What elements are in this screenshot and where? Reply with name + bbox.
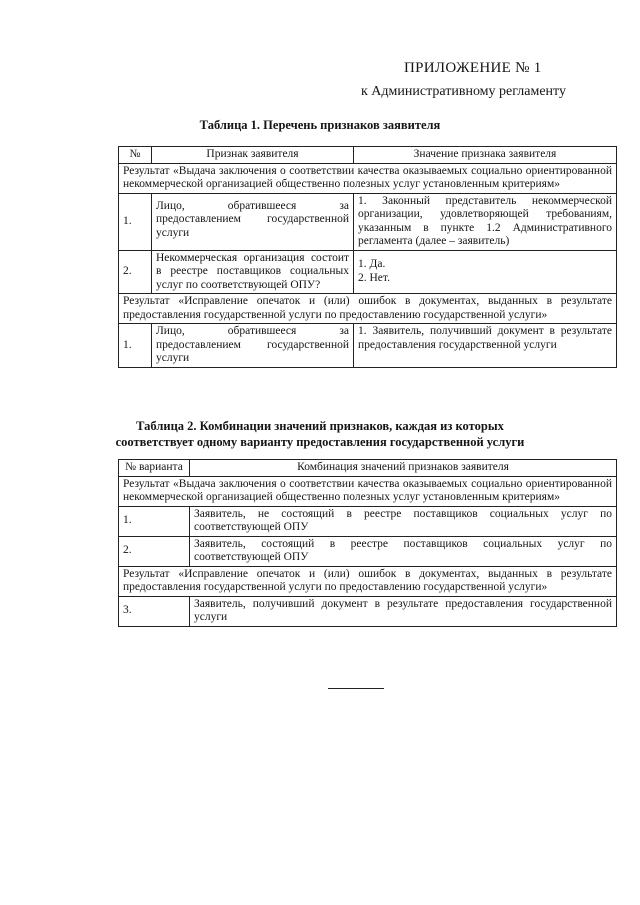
column-header-number: № xyxy=(119,147,152,164)
table-row xyxy=(119,506,617,536)
column-header-value: Значение признака заявителя xyxy=(354,147,617,164)
table-header-row xyxy=(119,460,617,477)
table-combinations xyxy=(118,459,617,627)
table-header-row xyxy=(119,147,617,164)
value-option-no: 2. Нет. xyxy=(358,271,390,284)
sign-cell: Лицо, обратившееся за предоставлением государственной услуги xyxy=(152,193,354,250)
value-option-yes: 1. Да. xyxy=(358,258,386,271)
section-result-conclusion: Результат «Выдача заключения о соответствии качества оказываемых социально ориентированной некоммерческой организацией общественно полезных услуг установленным критериям» xyxy=(119,476,617,506)
combination-cell: Заявитель, получивший документ в результате предоставления государственной услуги xyxy=(190,596,617,626)
table2-caption xyxy=(0,418,640,450)
table-row xyxy=(119,324,617,368)
table-row xyxy=(119,250,617,294)
table2-caption-line2: соответствует одному варианту предоставления государственной услуги xyxy=(115,435,525,449)
row-number: 1. xyxy=(119,324,152,368)
variant-number: 2. xyxy=(119,536,190,566)
column-header-sign: Признак заявителя xyxy=(152,147,354,164)
table1-caption: Таблица 1. Перечень признаков заявителя xyxy=(199,118,441,132)
value-cell: 1. Законный представитель некоммерческой организации, удовлетворяющей требованиям, указанным в пункте 1.2 Административного регламента (далее – заявитель) xyxy=(354,193,617,250)
section-row xyxy=(119,294,617,324)
value-cell xyxy=(354,250,617,294)
closing-rule xyxy=(328,688,384,689)
combination-cell: Заявитель, не состоящий в реестре поставщиков социальных услуг по соответствующей ОПУ xyxy=(190,506,617,536)
sign-cell: Лицо, обратившееся за предоставлением государственной услуги xyxy=(152,324,354,368)
variant-number: 3. xyxy=(119,596,190,626)
appendix-title: ПРИЛОЖЕНИЕ № 1 xyxy=(404,60,542,76)
table-row xyxy=(119,596,617,626)
section-result-correction: Результат «Исправление опечаток и (или) ошибок в документах, выданных в результате предоставления государственной услуги по предоставлению государственной услуги» xyxy=(119,566,617,596)
combination-cell: Заявитель, состоящий в реестре поставщиков социальных услуг по соответствующей ОПУ xyxy=(190,536,617,566)
table2-caption-line1: Таблица 2. Комбинации значений признаков, каждая из которых xyxy=(136,419,504,433)
section-row xyxy=(119,566,617,596)
variant-number: 1. xyxy=(119,506,190,536)
table-row xyxy=(119,536,617,566)
section-result-correction: Результат «Исправление опечаток и (или) ошибок в документах, выданных в результате предоставления государственной услуги по предоставлению государственной услуги» xyxy=(119,294,617,324)
row-number: 2. xyxy=(119,250,152,294)
section-row xyxy=(119,476,617,506)
sign-cell: Некоммерческая организация состоит в реестре поставщиков социальных услуг по соответствующей ОПУ? xyxy=(152,250,354,294)
appendix-subtitle: к Административному регламенту xyxy=(361,84,566,99)
column-header-variant: № варианта xyxy=(119,460,190,477)
value-cell: 1. Заявитель, получивший документ в результате предоставления государственной услуги xyxy=(354,324,617,368)
table-row xyxy=(119,193,617,250)
section-row xyxy=(119,163,617,193)
section-result-conclusion: Результат «Выдача заключения о соответствии качества оказываемых социально ориентированной некоммерческой организацией общественно полезных услуг установленным критериям» xyxy=(119,163,617,193)
row-number: 1. xyxy=(119,193,152,250)
column-header-combination: Комбинация значений признаков заявителя xyxy=(190,460,617,477)
table-signs xyxy=(118,146,617,368)
